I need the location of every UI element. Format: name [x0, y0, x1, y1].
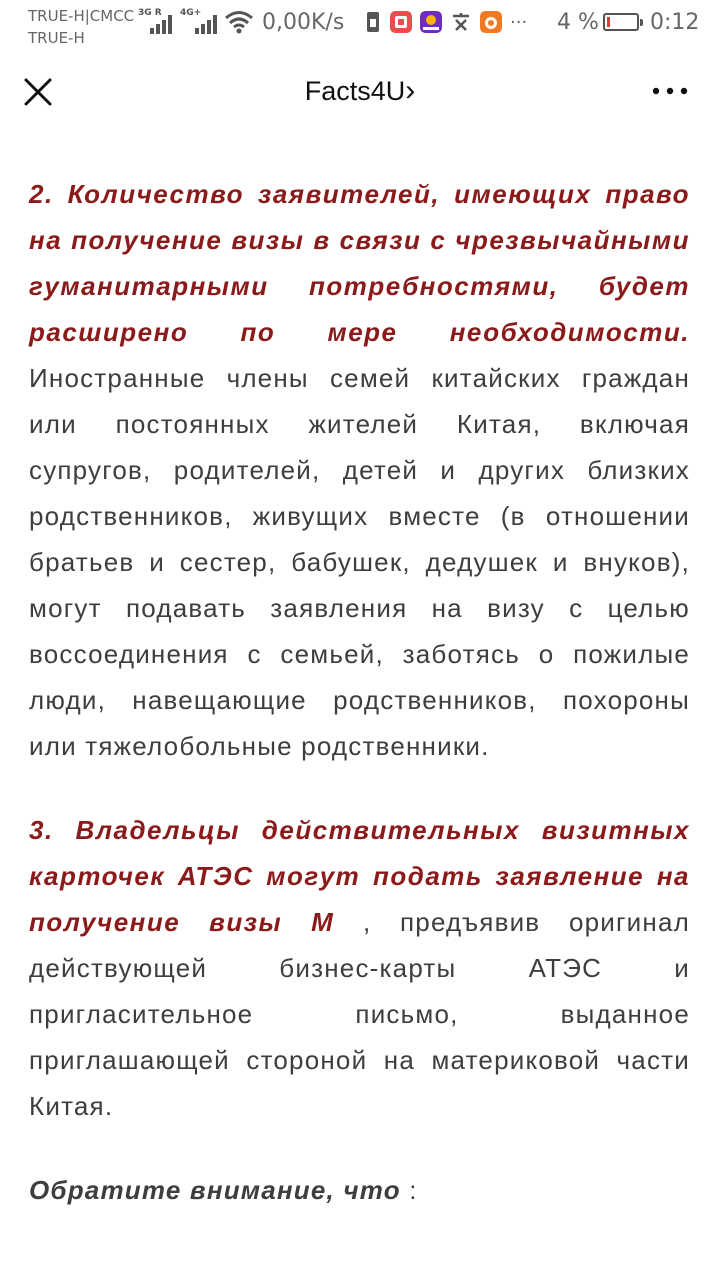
- network-speed: 0,00K/s: [262, 10, 345, 35]
- paragraph-3: [29, 807, 690, 1129]
- status-time: 0:12: [650, 10, 700, 35]
- carrier-line-2: TRUE-H: [28, 29, 85, 47]
- overflow-dots: ···: [510, 12, 528, 33]
- top-nav-bar: [0, 50, 720, 136]
- paragraph-3-body: , предъявив оригинал действующей бизнес-карты АТЭС и пригласительное письмо, выданное приглашающей стороной на материковой части Китая.: [29, 907, 690, 1121]
- carrier-line-1: TRUE-H|CMCC: [28, 7, 135, 25]
- paragraph-2-body: Иностранные члены семей китайских граждан или постоянных жителей Китая, включая супругов, родителей, детей и других близких родственников, живущих вместе (в отношении братьев и сестер, бабушек, дедушек и внуков), могут подавать заявления на визу с целью воссоединения с семьей, заботясь о пожилые люди, навещающие родственников, похороны или тяжелобольные родственники.: [29, 363, 690, 761]
- article-body: [29, 171, 690, 1251]
- paragraph-2: [29, 171, 690, 769]
- browser-app-icon: [480, 11, 502, 33]
- carrier-info: [28, 5, 134, 49]
- chevron-right-icon: ›: [405, 74, 416, 107]
- note-paragraph: [29, 1167, 690, 1213]
- paragraph-3-heading: 3. Владельцы действительных визитных карточек АТЭС могут подать заявление на получение визы M: [29, 815, 690, 937]
- account-title-link[interactable]: [0, 74, 720, 108]
- sim-card-icon: [362, 11, 384, 33]
- signal-2-bars-icon: [195, 14, 219, 34]
- account-title: Facts4U: [304, 76, 406, 106]
- more-options-icon[interactable]: [648, 76, 692, 106]
- signal-2-label: 4G+: [180, 8, 202, 18]
- battery-icon: [603, 13, 639, 31]
- wifi-icon: [224, 10, 254, 34]
- status-bar: [0, 0, 720, 50]
- paragraph-2-heading: 2. Количество заявителей, имеющих право на получение визы в связи с чрезвычайными гуманитарными потребностями, будет расширено по мере необходимости.: [29, 179, 690, 347]
- translate-icon: [450, 11, 472, 33]
- live-app-icon: [420, 11, 442, 33]
- signal-1-bars-icon: [150, 14, 174, 34]
- note-tail: :: [400, 1175, 418, 1205]
- signal-1-label: 3G R: [138, 8, 162, 18]
- note-heading: Обратите внимание, что: [29, 1175, 401, 1205]
- battery-percent: 4 %: [557, 10, 599, 35]
- reader-app-icon: [390, 11, 412, 33]
